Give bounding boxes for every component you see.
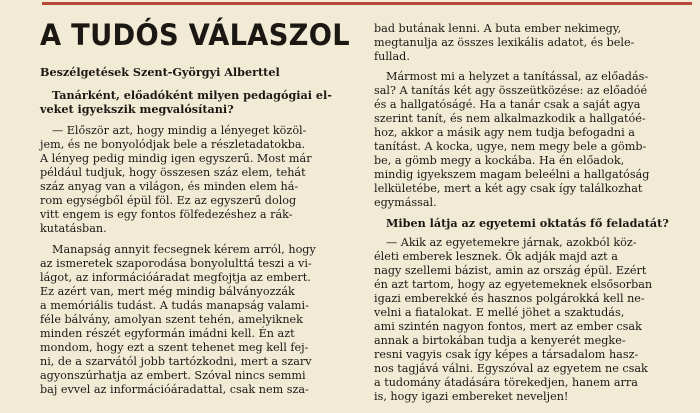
paragraph-line: mondom, hogy ezt a szent tehenet meg kell fej-	[40, 341, 309, 354]
paragraph-line: például tudjuk, hogy összesen száz elem, tehát	[40, 166, 306, 179]
paragraph-line: is, hogy igazi embereket neveljen!	[374, 390, 569, 403]
paragraph-line: nos tagjává válni. Egyszóval az egyetem ne csak	[374, 362, 648, 375]
subtitle: Beszélgetések Szent-Györgyi Alberttel	[40, 65, 280, 79]
paragraph-line: rom egységből épül föl. Ez az egyszerű dolog	[40, 194, 297, 207]
question-1-line: veket igyekszik megvalósítani?	[40, 102, 234, 116]
paragraph-line: a tudomány átadására törekedjen, hanem arra	[374, 376, 638, 389]
paragraph-line: életi emberek lesznek. Ők adják majd azt a	[374, 250, 618, 263]
paragraph-line: és a hallgatóságé. Ha a tanár csak a saját agya	[374, 98, 641, 111]
paragraph-line: száz anyag van a világon, és minden elem há-	[40, 180, 299, 193]
paragraph-line: szerint tanít, és nem alkalmazkodik a hallgatóé-	[374, 112, 646, 125]
paragraph-line: — Akik az egyetemekre járnak, azokból köz-	[386, 236, 637, 249]
top-rule	[42, 2, 692, 5]
paragraph-line: az ismeretek szaporodása bonyolulttá teszi a vi-	[40, 257, 312, 270]
paragraph-line: nagy szellemi bázist, amin az ország épül. Ezért	[374, 264, 647, 277]
paragraph-line: A lényeg pedig mindig igen egyszerű. Most már	[40, 152, 312, 165]
paragraph-line: igazi emberekké és hasznos polgárokká kell ne-	[374, 292, 645, 305]
paragraph-line: mindig igyekszem magam beleélni a hallgatóság	[374, 168, 650, 181]
paragraph-line: bad butának lenni. A buta ember nekimegy,	[374, 22, 622, 35]
paragraph-line: fullad.	[374, 50, 410, 63]
question-1-line: Tanárként, előadóként milyen pedagógiai el-	[52, 88, 332, 102]
paragraph-line: be, a gömb megy a kockába. Ha én előadok,	[374, 154, 625, 167]
paragraph-line: megtanulja az összes lexikális adatot, és bele-	[374, 36, 635, 49]
paragraph-line: Ez azért van, mert még mindig bálványozzák	[40, 285, 295, 298]
paragraph-line: sal? A tanítás két agy összeütközése: az előadóé	[374, 84, 648, 97]
paragraph-line: velni a fiatalokat. E mellé jöhet a szaktudás,	[374, 306, 625, 319]
paragraph-line: annak a birtokában tudja a kenyerét megke-	[374, 334, 626, 347]
paragraph-line: lelkületébe, mert a két agy csak így találkozhat	[374, 182, 643, 195]
paragraph-line: resni vagyis csak így képes a társadalom hasz-	[374, 348, 639, 361]
headline: A TUDÓS VÁLASZOL	[40, 18, 350, 52]
paragraph-line: kutatásban.	[40, 222, 107, 235]
paragraph-line: agyonszúrhatja az embert. Szóval nincs semmi	[40, 369, 306, 382]
paragraph-line: jem, és ne bonyolódjak bele a részletadatokba.	[40, 138, 306, 151]
paragraph-line: minden részét egyformán imádni kell. Én azt	[40, 327, 295, 340]
paragraph-line: ni, de a szarvától jobb tartózkodni, mert a szarv	[40, 355, 312, 368]
paragraph-line: én azt tartom, hogy az egyetemeknek elsősorban	[374, 278, 653, 291]
paragraph-line: — Először azt, hogy mindig a lényeget közöl-	[52, 124, 307, 137]
paragraph-line: ami szintén nagyon fontos, mert az ember csak	[374, 320, 642, 333]
paragraph-line: baj evvel az információáradattal, csak nem sza-	[40, 383, 309, 396]
question-2: Miben látja az egyetemi oktatás fő feladatát?	[386, 216, 669, 230]
paragraph-line: hoz, akkor a másik agy nem tudja befogadni a	[374, 126, 635, 139]
paragraph-line: Mármost mi a helyzet a tanítással, az előadás-	[386, 70, 649, 83]
paragraph-line: Manapság annyit fecsegnek kérem arról, hogy	[52, 243, 316, 256]
paragraph-line: tanítást. A kocka, ugye, nem megy bele a gömb-	[374, 140, 647, 153]
paragraph-line: vitt engem is egy fontos fölfedezéshez a rák-	[40, 208, 293, 221]
paragraph-line: lágot, az információáradat megfojtja az embert.	[40, 271, 311, 284]
paragraph-line: féle bálvány, amolyan szent tehén, amelyiknek	[40, 313, 303, 326]
paragraph-line: egymással.	[374, 196, 437, 209]
paragraph-line: a memóriális tudást. A tudás manapság valami-	[40, 299, 309, 312]
